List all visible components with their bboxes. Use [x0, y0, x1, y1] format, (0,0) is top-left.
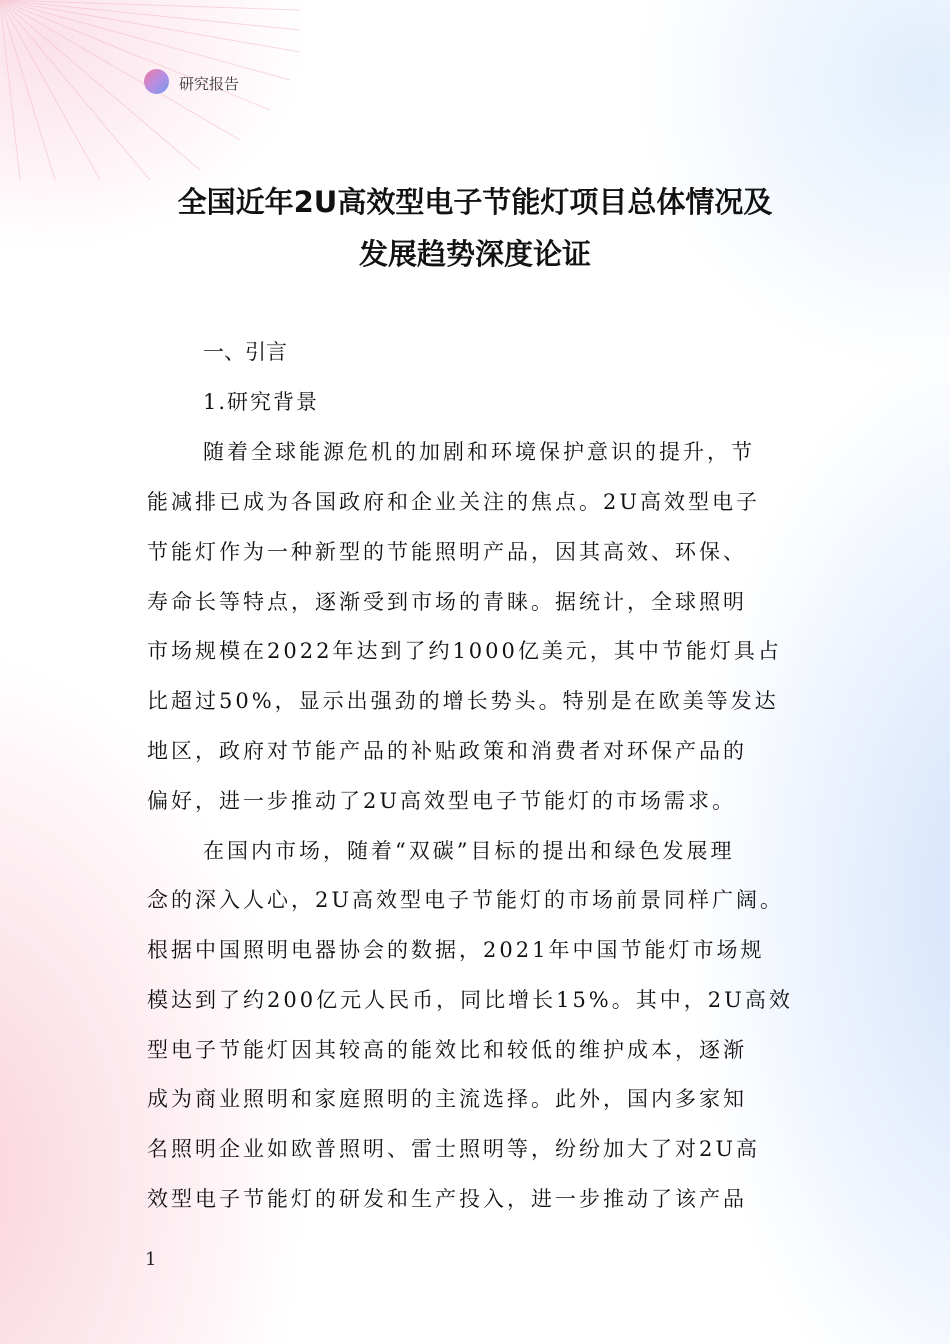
paragraph-line: 市场规模在2022年达到了约1000亿美元，其中节能灯具占 — [147, 639, 782, 663]
paragraph-line: 念的深入人心，2U高效型电子节能灯的市场前景同样广阔。 — [147, 888, 785, 912]
header-label: 研究报告 — [179, 75, 240, 93]
report-logo-icon — [144, 69, 169, 94]
section-heading: 一、引言 — [203, 340, 287, 364]
paragraph-line: 根据中国照明电器协会的数据，2021年中国节能灯市场规 — [147, 938, 765, 962]
title-line: 全国近年2U高效型电子节能灯项目总体情况及 — [177, 185, 773, 219]
paragraph-line: 寿命长等特点，逐渐受到市场的青睐。据统计，全球照明 — [147, 590, 747, 614]
document-title — [100, 176, 850, 280]
paragraph-line: 成为商业照明和家庭照明的主流选择。此外，国内多家知 — [147, 1087, 747, 1111]
paragraph-line: 地区，政府对节能产品的补贴政策和消费者对环保产品的 — [147, 739, 747, 763]
paragraph-line: 节能灯作为一种新型的节能照明产品，因其高效、环保、 — [147, 540, 747, 564]
paragraph-line: 名照明企业如欧普照明、雷士照明等，纷纷加大了对2U高 — [147, 1137, 761, 1161]
paragraph-line: 比超过50%，显示出强劲的增长势头。特别是在欧美等发达 — [147, 689, 779, 713]
paragraph-line: 效型电子节能灯的研发和生产投入，进一步推动了该产品 — [147, 1187, 747, 1211]
paragraph-line: 能减排已成为各国政府和企业关注的焦点。2U高效型电子 — [147, 490, 761, 514]
subsection-heading: 1.研究背景 — [203, 390, 320, 414]
paragraph-line: 在国内市场，随着“双碳”目标的提出和绿色发展理 — [203, 839, 735, 863]
paragraph-line: 偏好，进一步推动了2U高效型电子节能灯的市场需求。 — [147, 789, 737, 813]
paragraph-line: 模达到了约200亿元人民币，同比增长15%。其中，2U高效 — [147, 988, 793, 1012]
paragraph-line: 随着全球能源危机的加剧和环境保护意识的提升，节 — [203, 440, 755, 464]
page-number: 1 — [145, 1249, 157, 1270]
title-line: 发展趋势深度论证 — [358, 237, 591, 271]
paragraph-line: 型电子节能灯因其较高的能效比和较低的维护成本，逐渐 — [147, 1038, 747, 1062]
